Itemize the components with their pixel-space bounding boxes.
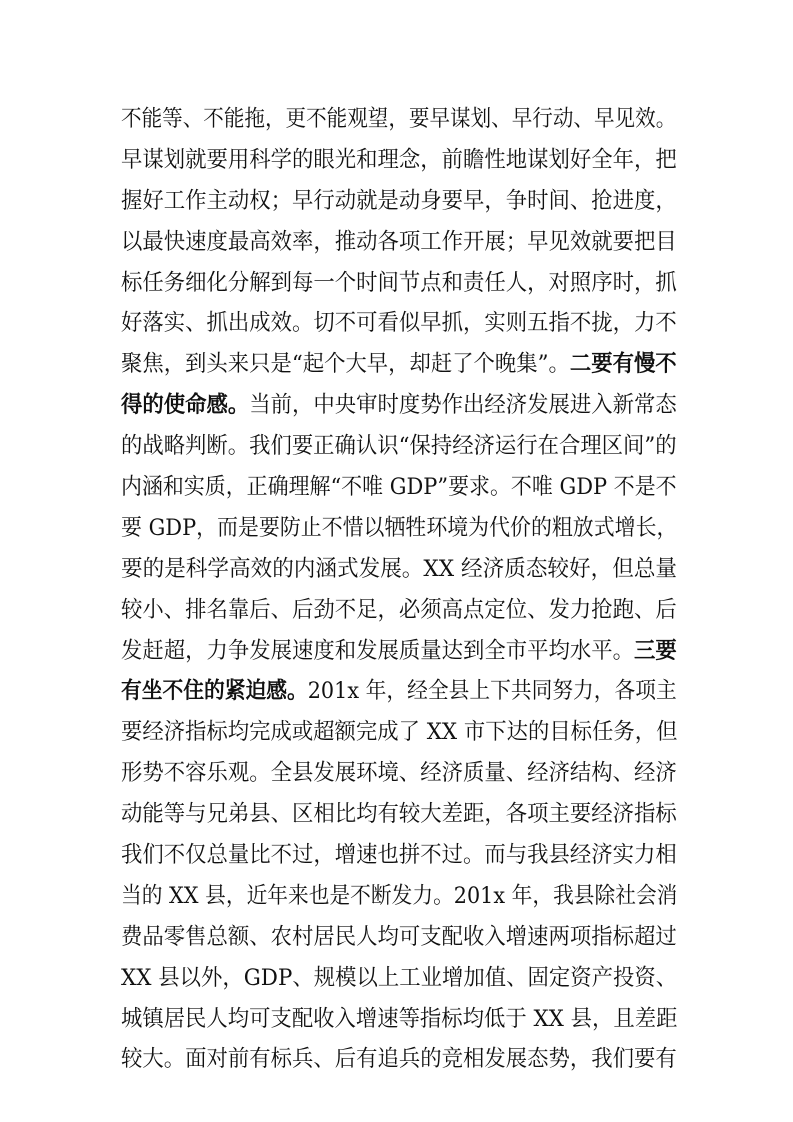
text-segment: 聚焦，到头来只是“起个大早，却赶了个晚集”。 (121, 351, 570, 378)
text-segment: 形势不容乐观。全县发展环境、经济质量、经济结构、经济 (121, 760, 677, 787)
text-line (121, 595, 677, 636)
text-segment: 较小、排名靠后、后劲不足，必须高点定位、发力抢跑、后 (121, 596, 677, 623)
text-segment: 我们不仅总量比不过，增速也拼不过。而与我县经济实力相 (121, 842, 677, 869)
text-segment: 较大。面对前有标兵、后有追兵的竞相发展态势，我们要有 (121, 1046, 677, 1073)
text-line (121, 104, 677, 145)
text-line (121, 1004, 678, 1045)
text-line (121, 758, 677, 799)
text-line (121, 1044, 677, 1085)
text-segment: 动能等与兄弟县、区相比均有较大差距，各项主要经济指标 (121, 801, 677, 828)
text-line (121, 554, 678, 595)
text-line (121, 349, 677, 390)
bold-heading-phrase: 有坐不住的紧迫感。 (121, 678, 308, 705)
text-line (121, 268, 677, 309)
text-segment: 要 GDP，而是要防止不惜以牺牲环境为代价的粗放式增长， (121, 514, 678, 541)
text-segment: 好落实、抓出成效。切不可看似早抓，实则五指不拢，力不 (121, 310, 677, 337)
text-segment: 的战略判断。我们要正确认识“保持经济运行在合理区间”的 (121, 433, 677, 460)
text-line (121, 513, 678, 554)
text-segment: 要的是科学高效的内涵式发展。XX 经济质态较好，但总量 (121, 555, 678, 582)
text-line (121, 636, 677, 677)
text-segment: 城镇居民人均可支配收入增速等指标均低于 XX 县，且差距 (121, 1005, 678, 1032)
text-line (121, 431, 677, 472)
text-segment: 201x 年，经全县上下共同努力，各项主 (307, 678, 677, 705)
text-segment: 发赶超，力争发展速度和发展质量达到全市平均水平。 (121, 637, 635, 664)
text-line (121, 227, 677, 268)
body-paragraph (121, 104, 677, 1085)
text-segment: 握好工作主动权；早行动就是动身要早，争时间、抢进度， (121, 187, 677, 214)
text-segment: 不能等、不能拖，更不能观望，要早谋划、早行动、早见效。 (121, 106, 677, 132)
text-line (121, 676, 677, 717)
text-line (121, 145, 677, 186)
bold-heading-phrase: 三要 (634, 637, 677, 664)
bold-heading-phrase: 得的使命感。 (121, 392, 250, 419)
text-line (121, 472, 677, 513)
text-segment: 以最快速度最高效率，推动各项工作开展；早见效就要把目 (121, 228, 677, 255)
text-line (121, 963, 678, 1004)
text-line (121, 922, 677, 963)
text-segment: 费品零售总额、农村居民人均可支配收入增速两项指标超过 (121, 923, 677, 950)
text-line (121, 799, 677, 840)
text-line (121, 881, 678, 922)
text-segment: XX 县以外，GDP、规模以上工业增加值、固定资产投资、 (121, 964, 678, 991)
text-segment: 当的 XX 县，近年来也是不断发力。201x 年，我县除社会消 (121, 882, 678, 909)
bold-heading-phrase: 二要有慢不 (569, 351, 677, 378)
text-line (121, 390, 677, 431)
text-line (121, 308, 677, 349)
text-segment: 当前，中央审时度势作出经济发展进入新常态 (249, 392, 677, 419)
text-segment: 要经济指标均完成或超额完成了 XX 市下达的目标任务，但 (121, 719, 678, 746)
text-line (121, 186, 677, 227)
text-segment: 早谋划就要用科学的眼光和理念，前瞻性地谋划好全年，把 (121, 146, 677, 173)
text-segment: 标任务细化分解到每一个时间节点和责任人，对照序时，抓 (121, 269, 677, 296)
text-segment: 内涵和实质，正确理解“不唯 GDP”要求。不唯 GDP 不是不 (121, 474, 677, 501)
text-line (121, 717, 678, 758)
text-line (121, 840, 677, 881)
